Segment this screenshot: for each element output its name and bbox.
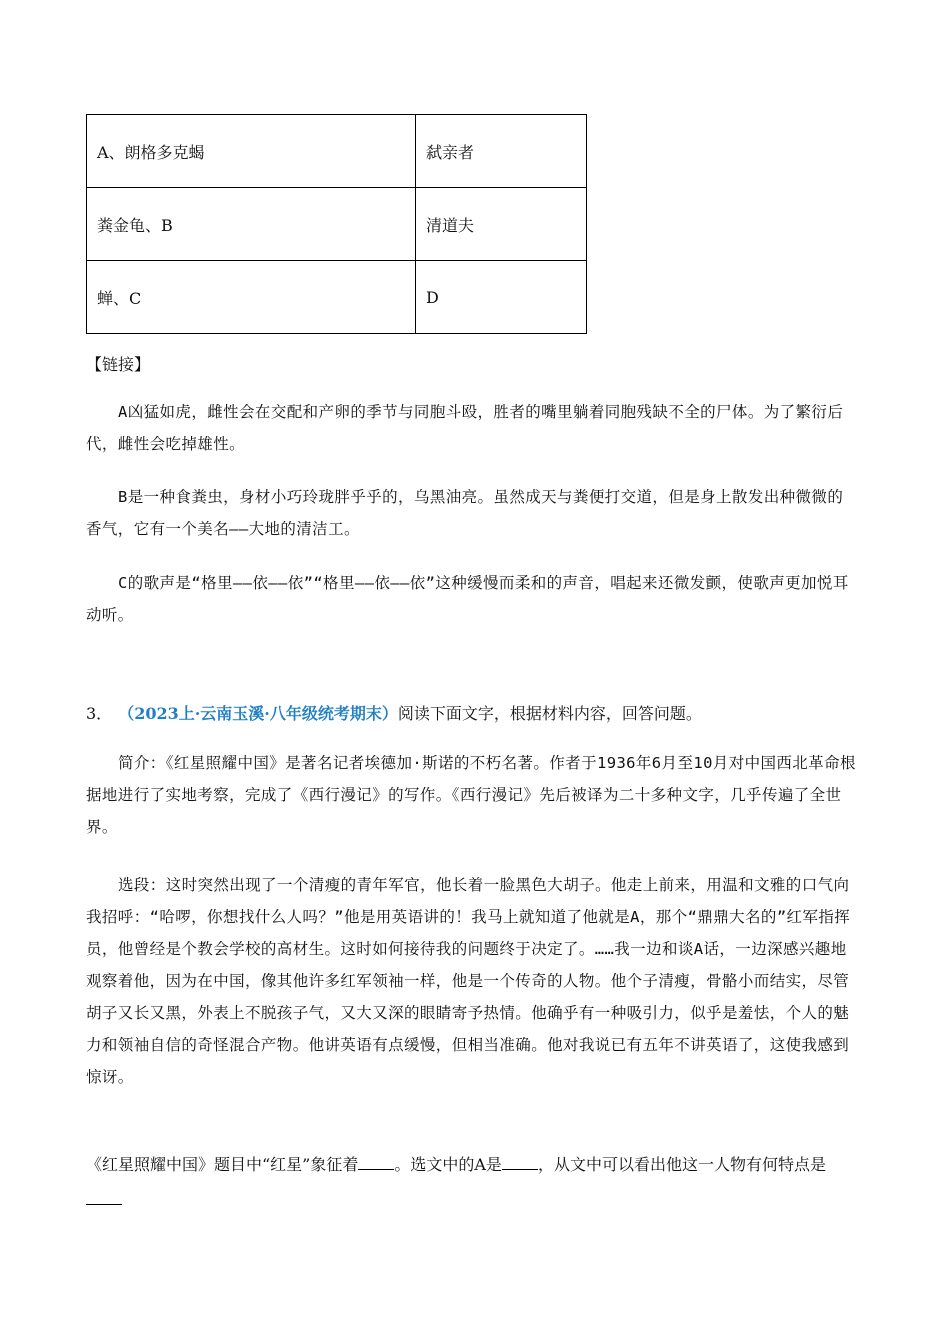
link-label: 【链接】	[86, 355, 151, 374]
link-paragraph-b	[86, 481, 858, 545]
paragraph-text: 选段：这时突然出现了一个清瘦的青年军官，他长着一脸黑色大胡子。他走上前来，用温和文雅的口气向我招呼：“哈啰，你想找什么人吗？”他是用英语讲的！我马上就知道了他就是A，那个“鼎鼎大名的”红军指挥员，他曾经是个教会学校的高材生。这时如何接待我的问题终于决定了。……我一边和谈A话，一边深感兴趣地观察着他，因为在中国，像其他许多红军领袖一样，他是一个传奇的人物。他个子清瘦，骨骼小而结实，尽管胡子又长又黑，外表上不脱孩子气，又大又深的眼睛寄予热情。他确乎有一种吸引力，似乎是羞怯，个人的魅力和领袖自信的奇怪混合产物。他讲英语有点缓慢，但相当准确。他对我说已有五年不讲英语了，这使我感到惊讶。	[86, 876, 851, 1086]
excerpt-paragraph	[86, 869, 858, 1093]
intro-paragraph	[86, 747, 858, 843]
table-row	[87, 115, 587, 188]
table-cell: 弑亲者	[416, 115, 587, 188]
question-prompt	[86, 1147, 860, 1217]
question-instruction: 阅读下面文字，根据材料内容，回答问题。	[397, 704, 702, 723]
prompt-text: 《红星照耀中国》题目中“红星”象征着	[86, 1155, 359, 1174]
question-source: （2023上·云南玉溪·八年级统考期末）	[126, 704, 398, 723]
question-number: 3．	[86, 704, 113, 723]
link-paragraph-a	[86, 396, 858, 460]
table-cell: A、朗格多克蝎	[87, 115, 416, 188]
paragraph-text: C的歌声是“格里——依——依”“格里——依——依”这种缓慢而柔和的声音，唱起来还微发颤，使歌声更加悦耳动听。	[86, 574, 849, 624]
prompt-text: ，从文中可以看出他这一人物有何特点是	[537, 1155, 826, 1174]
table-row	[87, 188, 587, 261]
table-cell: 清道夫	[416, 188, 587, 261]
link-paragraph-c	[86, 567, 858, 631]
answer-blank[interactable]	[86, 1192, 122, 1205]
paragraph-text: 简介：《红星照耀中国》是著名记者埃德加·斯诺的不朽名著。作者于1936年6月至10月对中国西北革命根据地进行了实地考察，完成了《西行漫记》的写作。《西行漫记》先后被译为二十多种文字，几乎传遍了全世界。	[86, 754, 856, 836]
table-cell: 粪金龟、B	[87, 188, 416, 261]
table-row	[87, 261, 587, 334]
table-cell: 蝉、C	[87, 261, 416, 334]
question-header	[86, 701, 866, 724]
paragraph-text: A凶猛如虎，雌性会在交配和产卵的季节与同胞斗殴，胜者的嘴里躺着同胞残缺不全的尸体。为了繁衍后代，雌性会吃掉雄性。	[86, 403, 844, 453]
matching-table	[86, 114, 587, 334]
prompt-text: 。选文中的A是	[394, 1155, 502, 1174]
paragraph-text: B是一种食粪虫，身材小巧玲珑胖乎乎的，乌黑油亮。虽然成天与粪便打交道，但是身上散发出种微微的香气，它有一个美名——大地的清洁工。	[86, 488, 844, 538]
table-cell: D	[416, 261, 587, 334]
answer-blank[interactable]	[502, 1157, 538, 1170]
answer-blank[interactable]	[358, 1157, 394, 1170]
